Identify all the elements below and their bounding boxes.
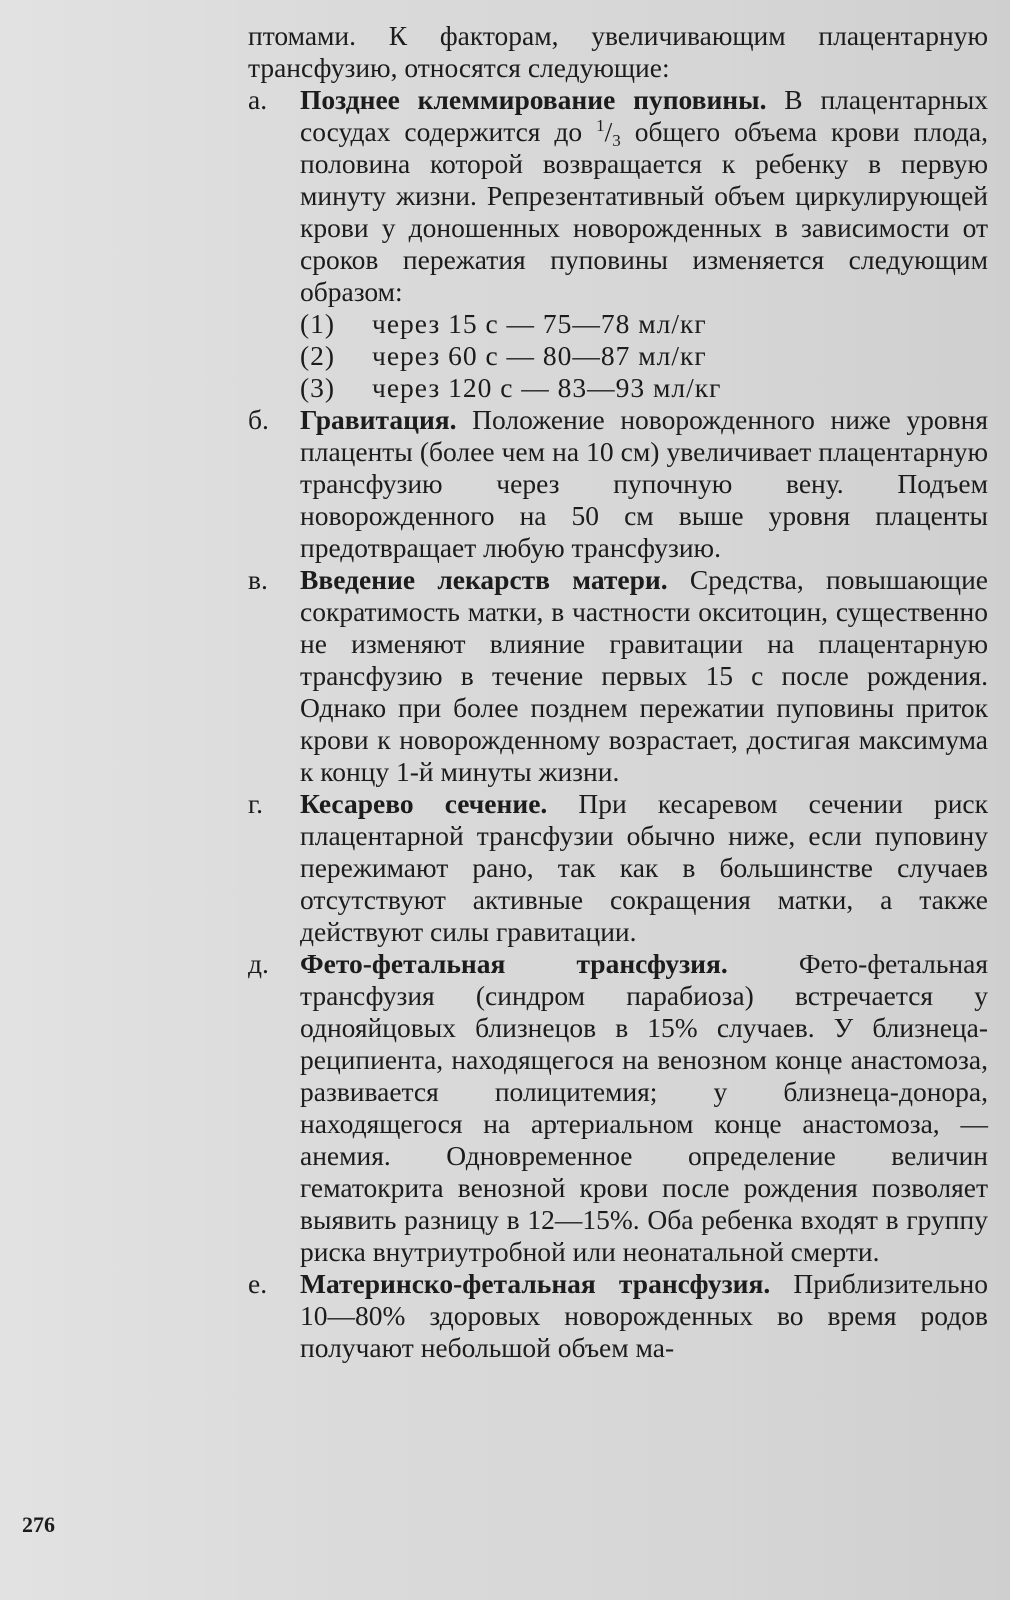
- sublist-item: [300, 340, 988, 372]
- sublist-text: через 15 с — 75—78 мл/кг: [372, 308, 707, 339]
- intro-paragraph: птомами. К факторам, увеличивающим плацентарную трансфузию, относятся следующие:: [248, 20, 988, 83]
- item-text: Положение новорожденного ниже уровня плаценты (более чем на 10 см) увеличивает плацентарную трансфузию через пупочную вену. Подъем новорожденного на 50 см выше уровня плаценты предотвращает любую трансфузию.: [300, 404, 988, 563]
- main-text: [248, 20, 988, 1364]
- item-body: [300, 948, 988, 1268]
- item-letter: е.: [248, 1268, 268, 1299]
- item-body: [300, 564, 988, 788]
- sublist-number: (3): [300, 372, 336, 403]
- item-text: При кесаревом сечении риск плацентарной трансфузии обычно ниже, если пуповину пережимают рано, так как в большинстве случаев отсутствуют активные сокращения матки, а также действуют силы гравитации.: [300, 788, 989, 947]
- item-letter: а.: [248, 84, 268, 115]
- item-text-continued: общего объема крови плода, половина которой возвращается к ребенку в первую минуту жизни. Репрезентативный объем циркулирующей крови у доношенных новорожденных в зависимости от сроков пережатия пуповины изменяется следующим образом:: [300, 116, 988, 307]
- item-text: Фето-фетальная трансфузия (синдром парабиоза) встречается у однояйцовых близнецов в 15% случаев. У близнеца-реципиента, находящегося на венозном конце анастомоза, развивается полицитемия; у близнеца-донора, находящегося на артериальном конце анастомоза, — анемия. Одновременное определение величин гематокрита венозной крови после рождения позволяет выявить разницу в 12—15%. Оба ребенка входят в группу риска внутриутробной или неонатальной смерти.: [300, 948, 988, 1267]
- item-title: Кесарево сечение.: [300, 788, 548, 819]
- item-title: Материнско-фетальная трансфузия.: [300, 1268, 771, 1299]
- item-letter: б.: [248, 404, 269, 435]
- item-text: Приблизительно 10—80% здоровых новорожденных во время родов получают небольшой объем ма-: [300, 1268, 988, 1363]
- fraction-slash: /: [604, 116, 613, 147]
- fraction-numerator: 1: [596, 116, 605, 135]
- item-title: Гравитация.: [300, 404, 457, 435]
- sublist-text: через 60 с — 80—87 мл/кг: [372, 340, 707, 371]
- list-item-b: [248, 404, 988, 564]
- fraction-denominator: 3: [612, 131, 621, 150]
- sublist-item: [300, 308, 988, 340]
- item-letter: д.: [248, 948, 269, 979]
- item-text: Средства, повышающие сократимость матки, в частности окситоцин, существенно не изменяют влияние гравитации на плацентарную трансфузию в течение первых 15 с после рождения. Однако при более позднем пережатии пуповины приток крови к новорожденному возрастает, достигая максимума к концу 1-й минуты жизни.: [300, 564, 988, 787]
- sublist-text: через 120 с — 83—93 мл/кг: [372, 372, 722, 403]
- item-body: [300, 404, 988, 564]
- item-title: Позднее клеммирование пуповины.: [300, 84, 767, 115]
- item-body: [300, 788, 988, 948]
- item-letter: г.: [248, 788, 264, 819]
- list-item-a: [248, 84, 988, 404]
- item-letter: в.: [248, 564, 268, 595]
- list-item-v: [248, 564, 988, 788]
- item-title: Введение лекарств матери.: [300, 564, 668, 595]
- sublist: [300, 308, 988, 404]
- item-body: [300, 84, 988, 404]
- sublist-item: [300, 372, 988, 404]
- sublist-number: (2): [300, 340, 336, 371]
- list-item-d: [248, 948, 988, 1268]
- list-item-e: [248, 1268, 988, 1364]
- item-title: Фето-фетальная трансфузия.: [300, 948, 728, 979]
- list-item-g: [248, 788, 988, 948]
- page-number: 276: [22, 1512, 55, 1537]
- sublist-number: (1): [300, 308, 336, 339]
- item-text: В плацентарных сосудах содержится до: [300, 84, 988, 147]
- item-body: [300, 1268, 988, 1364]
